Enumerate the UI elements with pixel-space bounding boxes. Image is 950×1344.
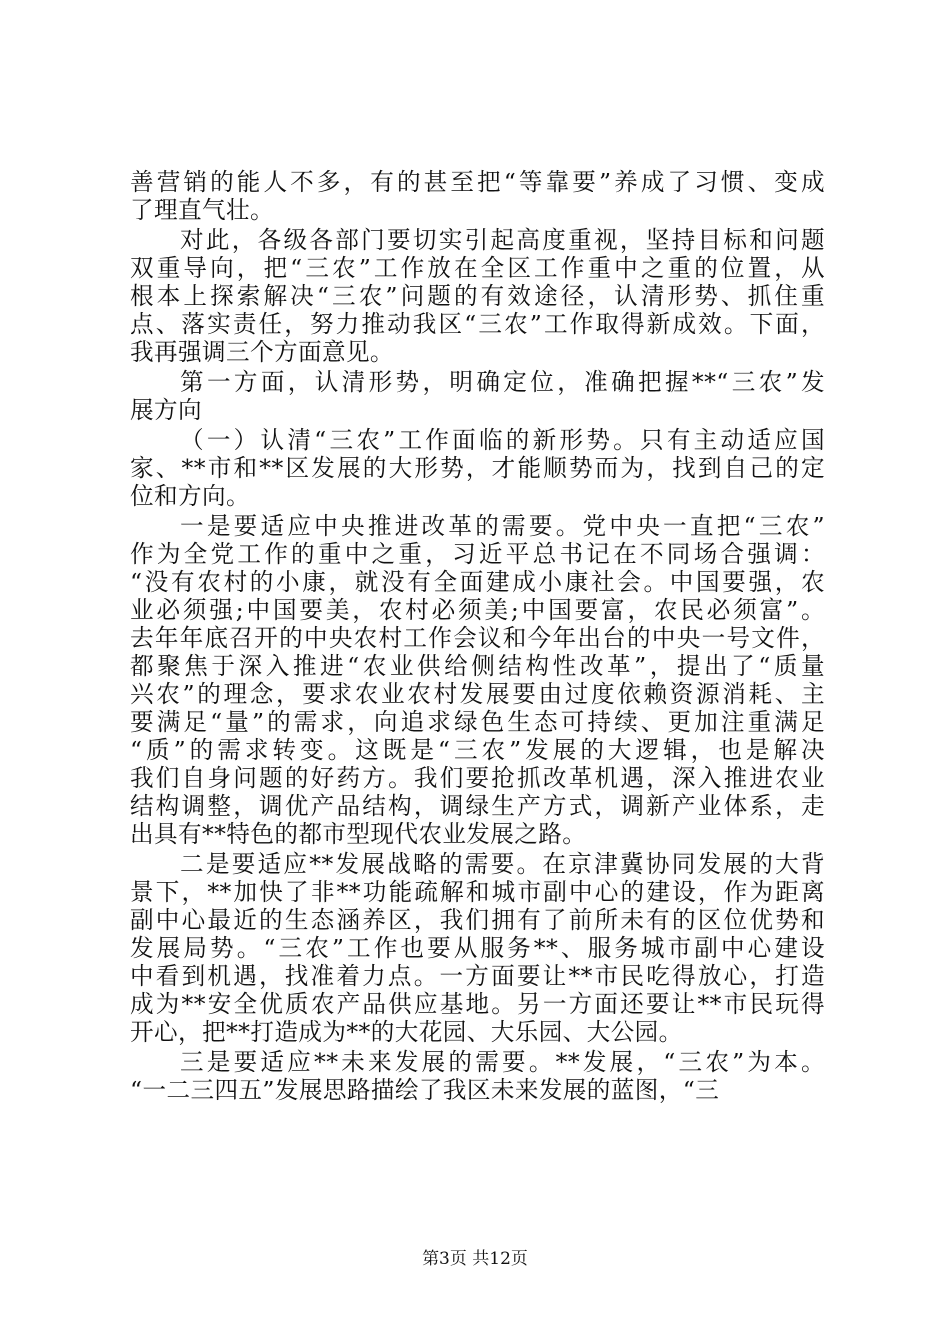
text-line: 三是要适应**未来发展的需要。**发展，“三农”为本。 — [180, 1048, 825, 1076]
text-line: 展方向 — [130, 396, 202, 424]
page-footer: 第3页 共12页 — [422, 1249, 528, 1269]
text-line: 景下，**加快了非**功能疏解和城市副中心的建设，作为距离 — [130, 878, 825, 906]
text-line: （一）认清“三农”工作面临的新形势。只有主动适应国 — [180, 426, 825, 454]
paragraph — [130, 368, 825, 424]
text-line: 一是要适应中央推进改革的需要。党中央一直把“三农” — [180, 512, 825, 540]
text-line: 第一方面，认清形势，明确定位，准确把握**“三农”发 — [180, 368, 825, 396]
text-line: 要满足“量”的需求，向追求绿色生态可持续、更加注重满足 — [130, 708, 825, 736]
text-line: 位和方向。 — [130, 482, 250, 510]
text-line: 二是要适应**发展战略的需要。在京津冀协同发展的大背 — [180, 850, 825, 878]
text-line: “质”的需求转变。这既是“三农”发展的大逻辑，也是解决 — [130, 736, 825, 764]
text-line: 我再强调三个方面意见。 — [130, 338, 394, 366]
text-line: 对此，各级各部门要切实引起高度重视，坚持目标和问题 — [180, 226, 825, 254]
text-line: 副中心最近的生态涵养区，我们拥有了前所未有的区位优势和 — [130, 906, 825, 934]
text-line: 家、**市和**区发展的大形势，才能顺势而为，找到自己的定 — [130, 454, 825, 482]
text-line: 作为全党工作的重中之重，习近平总书记在不同场合强调： — [130, 540, 825, 568]
text-line: 业必须强;中国要美，农村必须美;中国要富，农民必须富”。 — [130, 596, 825, 624]
text-line: 结构调整，调优产品结构，调绿生产方式，调新产业体系，走 — [130, 792, 825, 820]
text-line: 出具有**特色的都市型现代农业发展之路。 — [130, 820, 587, 848]
paragraph — [130, 850, 825, 1046]
paragraph — [130, 168, 825, 224]
text-line: 都聚焦于深入推进“农业供给侧结构性改革”，提出了“质量 — [130, 652, 825, 680]
paragraph — [130, 226, 825, 366]
text-line: “没有农村的小康，就没有全面建成小康社会。中国要强，农 — [130, 568, 825, 596]
text-line: 善营销的能人不多，有的甚至把“等靠要”养成了习惯、变成 — [130, 168, 825, 196]
text-line: 双重导向，把“三农”工作放在全区工作重中之重的位置，从 — [130, 254, 825, 282]
document-body — [130, 168, 825, 1106]
text-line: 成为**安全优质农产品供应基地。另一方面还要让**市民玩得 — [130, 990, 825, 1018]
text-line: 发展局势。“三农”工作也要从服务**、服务城市副中心建设 — [130, 934, 825, 962]
text-line: 中看到机遇，找准着力点。一方面要让**市民吃得放心，打造 — [130, 962, 825, 990]
text-line: 开心，把**打造成为**的大花园、大乐园、大公园。 — [130, 1018, 683, 1046]
text-line: 我们自身问题的好药方。我们要抢抓改革机遇，深入推进农业 — [130, 764, 825, 792]
paragraph — [130, 512, 825, 848]
text-line: 去年年底召开的中央农村工作会议和今年出台的中央一号文件， — [130, 624, 825, 652]
text-line: 点、落实责任，努力推动我区“三农”工作取得新成效。下面， — [130, 310, 825, 338]
paragraph — [130, 426, 825, 510]
paragraph — [130, 1048, 825, 1104]
text-line: 兴农”的理念，要求农业农村发展要由过度依赖资源消耗、主 — [130, 680, 825, 708]
text-line: 根本上探索解决“三农”问题的有效途径，认清形势、抓住重 — [130, 282, 825, 310]
text-line: “一二三四五”发展思路描绘了我区未来发展的蓝图，“三 — [130, 1076, 720, 1104]
text-line: 了理直气壮。 — [130, 196, 274, 224]
